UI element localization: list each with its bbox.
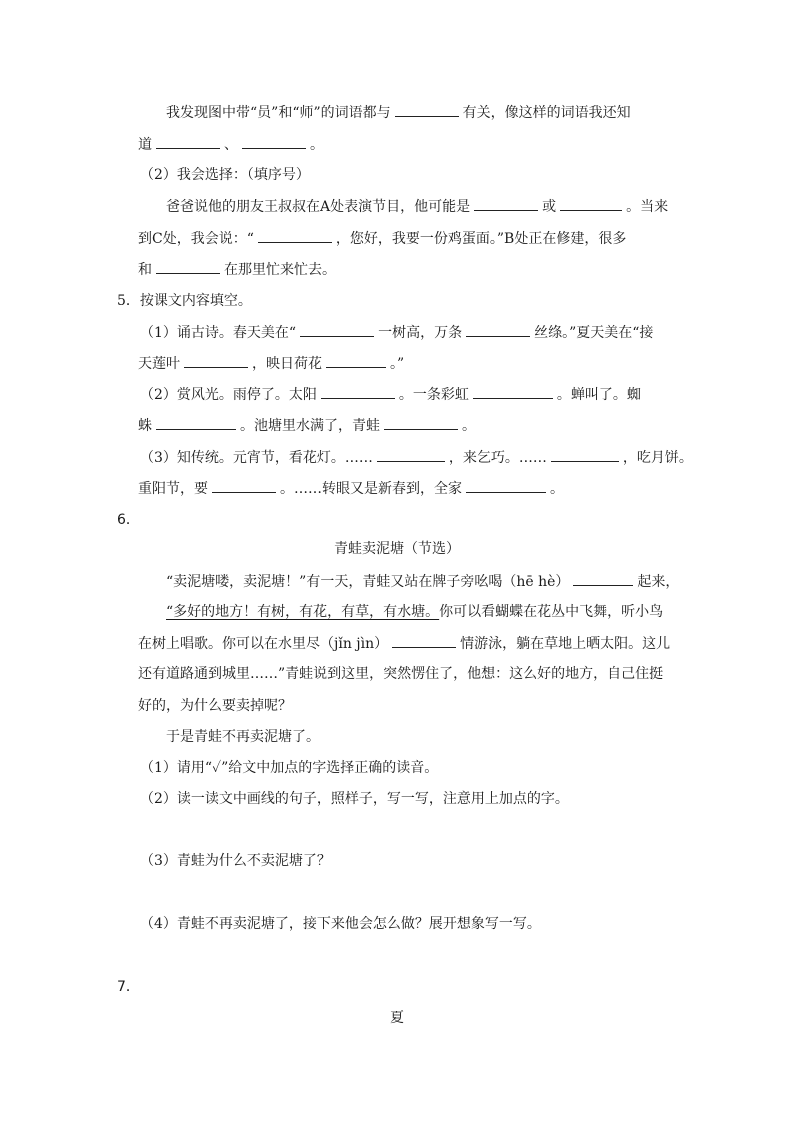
text: ，映日荷花 [252,356,322,372]
answer-blank[interactable] [392,633,456,648]
q6-line-4 [138,664,663,684]
answer-blank[interactable] [551,447,619,462]
q6-line-6 [166,727,320,747]
underlined-sentence: “多好的地方！有树，有花，有草，有水塘。 [166,604,440,620]
q4-line-4 [138,228,626,248]
text: 好的，为什么要卖掉呢？ [138,698,292,714]
text: ，您好，我要一份鸡蛋面。”B处正在修建，很多 [335,231,627,247]
answer-blank[interactable] [326,353,386,368]
answer-blank[interactable] [395,102,459,117]
text: 在树上唱歌。你可以在水里尽（jǐn jìn） [138,636,389,652]
q4-line-1 [166,102,631,122]
sub-question: （3）青蛙为什么不卖泥塘了？ [140,853,331,869]
question-number: 7． [117,979,140,995]
answer-blank[interactable] [156,134,220,149]
q5-p3-line-1 [140,447,693,467]
text: ，来乞巧。…… [448,450,547,466]
text: 还有道路通到城里……”青蛙说到这里，突然愣住了，他想：这么好的地方，自己住挺 [138,666,664,682]
answer-blank[interactable] [184,353,248,368]
q7-title [0,1008,794,1028]
text: 。一条彩虹 [398,387,469,403]
text: 。当来 [626,199,669,215]
text: 。……转眼又是新春到，全家 [280,481,462,497]
q4-line-3 [166,196,668,216]
q6-line-5 [138,696,292,716]
text: 。 [550,481,564,497]
text: 。” [390,356,405,372]
answer-blank[interactable] [466,478,546,493]
text: （3）知传统。元宵节，看花灯。…… [140,450,373,466]
sub-question: （1）请用“✓”给文中加点的字选择正确的读音。 [140,760,439,776]
text: 天莲叶 [138,356,180,372]
answer-blank[interactable] [474,196,538,211]
q6-passage-title [0,539,794,559]
answer-blank[interactable] [466,322,530,337]
text: （2）我会选择：（填序号） [140,167,310,183]
q6-line-3 [138,633,670,653]
text: 在那里忙来忙去。 [224,262,336,278]
q6-sub-1 [140,758,438,778]
q4-line-2 [138,134,324,154]
q5-p1-line-1 [140,322,653,342]
text: 于是青蛙不再卖泥塘了。 [166,729,320,745]
q5-p2-line-2 [138,415,476,435]
text: 到C处，我会说：“ [138,231,254,247]
text: 有关，像这样的词语我还知 [462,105,631,121]
sub-question: （2）读一读文中画线的句子，照样子，写一写，注意用上加点的字。 [140,791,569,807]
q5-p2-line-1 [140,384,641,404]
passage-title: 青蛙卖泥塘（节选） [334,541,460,557]
text: 我发现图中带“员”和“师”的词语都与 [166,105,391,121]
q6-line-1 [166,571,679,591]
answer-blank[interactable] [242,134,306,149]
answer-blank[interactable] [377,447,445,462]
text: 你可以看蝴蝶在花丛中飞舞，听小鸟 [439,604,664,620]
text: 。蝉叫了。蜘 [556,387,641,403]
text: 重阳节，要 [138,481,208,497]
passage-title: 夏 [390,1010,404,1026]
text: （1）诵古诗。春天美在“ [140,325,297,341]
text: 情游泳，躺在草地上晒太阳。这儿 [460,636,671,652]
text: 起来， [637,574,680,590]
text: 或 [542,199,557,215]
text: （2）赏风光。雨停了。太阳 [140,387,317,403]
text: “卖泥塘喽，卖泥塘！”有一天，青蛙又站在牌子旁吆喝（hē hè） [166,574,570,590]
answer-blank[interactable] [573,571,633,586]
q5-title [117,291,252,311]
answer-blank[interactable] [156,415,236,430]
answer-blank[interactable] [321,384,395,399]
q4-line-5 [138,259,336,279]
q5-p1-line-2 [138,353,404,373]
text: 、 [224,137,238,153]
q6-line-2 [166,602,663,622]
answer-blank[interactable] [156,259,220,274]
text: 一树高，万条 [378,325,463,341]
text: ，吃月饼。 [622,450,693,466]
answer-blank[interactable] [473,384,553,399]
q6-sub-3 [140,851,331,871]
text: 蛛 [138,418,152,434]
q6-sub-4 [140,914,541,934]
answer-blank[interactable] [212,478,276,493]
text: 。 [310,137,324,153]
question-title: 5．按课文内容填空。 [117,293,252,309]
question-number: 6． [117,512,140,528]
text: 道 [138,137,152,153]
q5-p3-line-2 [138,478,564,498]
q7-number [117,977,140,997]
q4-sub2-title [140,165,310,185]
answer-blank[interactable] [384,415,458,430]
sub-question: （4）青蛙不再卖泥塘了，接下来他会怎么做？展开想象写一写。 [140,916,541,932]
answer-blank[interactable] [258,228,332,243]
answer-blank[interactable] [560,196,622,211]
q6-sub-2 [140,789,569,809]
text: 爸爸说他的朋友王叔叔在A处表演节目，他可能是 [166,199,471,215]
text: 和 [138,262,152,278]
answer-blank[interactable] [300,322,374,337]
text: 。池塘里水满了，青蛙 [240,418,380,434]
text: 。 [462,418,476,434]
text: 丝绦。”夏天美在“接 [534,325,654,341]
q6-number [117,510,140,530]
